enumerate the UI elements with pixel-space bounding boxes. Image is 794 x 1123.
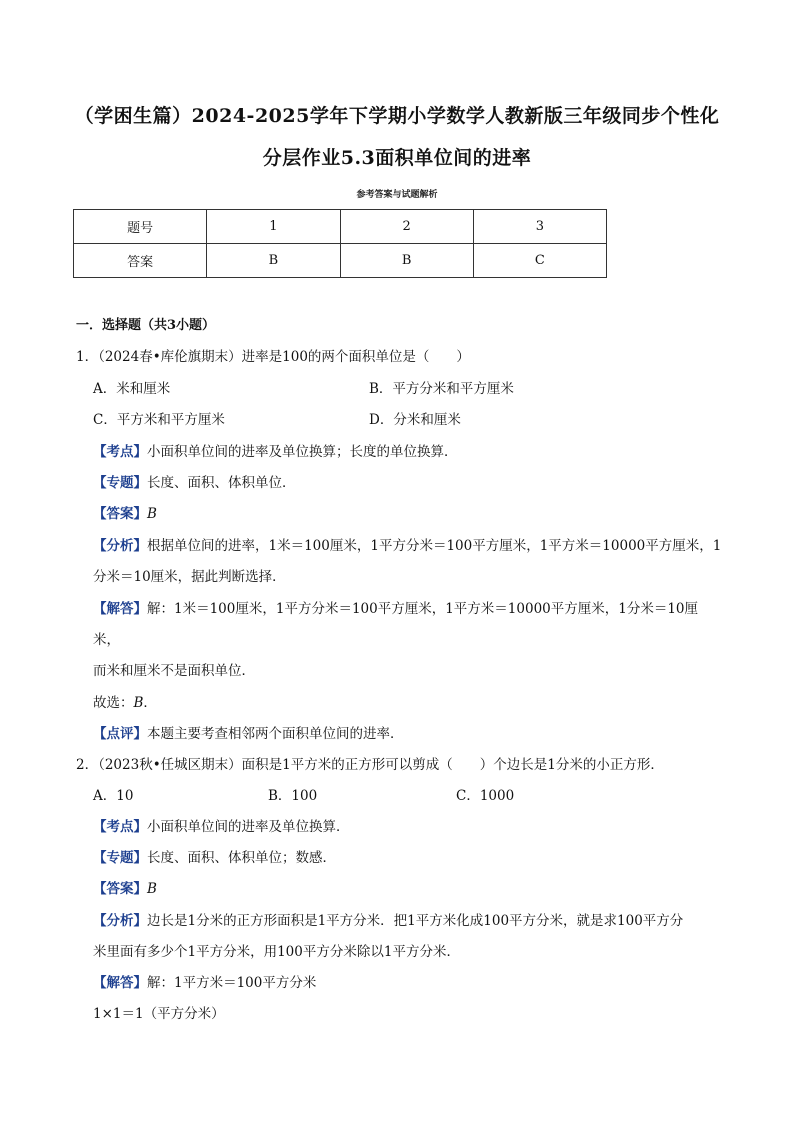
- q1-option-b: B．平方分米和平方厘米: [369, 381, 514, 397]
- q1-option-d: D．分米和厘米: [369, 412, 461, 428]
- conclusion-prefix: 故选：: [93, 695, 134, 711]
- dianping-text: 本题主要考查相邻两个面积单位间的进率．: [147, 726, 404, 742]
- dianping-tag: 【点评】: [93, 726, 147, 742]
- zhuanti-tag: 【专题】: [93, 850, 147, 866]
- answer-table-header-row: [74, 210, 607, 244]
- q1-daan: [93, 504, 157, 524]
- q1-option-c: C．平方米和平方厘米: [93, 412, 225, 428]
- q2-option-c: C．1000: [456, 788, 515, 804]
- q1-zhuanti: [93, 473, 296, 493]
- fenxi-tag: 【分析】: [93, 913, 147, 929]
- jieda-text: 解：1米＝100厘米，1平方分米＝100平方厘米，1平方米＝10000平方厘米，1分米＝10厘: [147, 601, 699, 617]
- fenxi-text: 边长是1分米的正方形面积是1平方分米．把1平方米化成100平方分米，就是求100平方分: [147, 913, 684, 929]
- zhuanti-tag: 【专题】: [93, 475, 147, 491]
- zhuanti-text: 长度、面积、体积单位．: [147, 475, 296, 491]
- q1-jieda: [93, 599, 698, 619]
- question-2-stem: 2．（2023秋•任城区期末）面积是1平方米的正方形可以剪成（ ）个边长是1分米的小正方形．: [76, 757, 664, 773]
- table-cell: 3: [473, 210, 606, 244]
- q1-fenxi: [93, 536, 721, 556]
- q1-kaodian: [93, 442, 458, 462]
- jieda-tag: 【解答】: [93, 975, 147, 991]
- q1-fenxi-cont: 分米＝10厘米，据此判断选择．: [93, 569, 286, 585]
- table-cell: 答案: [74, 244, 207, 278]
- kaodian-text: 小面积单位间的进率及单位换算．: [147, 819, 350, 835]
- q2-daan: [93, 879, 157, 899]
- section-heading: 一．选择题（共3小题）: [76, 318, 216, 333]
- q2-option-a: A．10: [93, 788, 134, 804]
- answer-table-answer-row: [74, 244, 607, 278]
- kaodian-tag: 【考点】: [93, 819, 147, 835]
- q1-jieda-cont: 而米和厘米不是面积单位．: [93, 663, 255, 679]
- kaodian-tag: 【考点】: [93, 444, 147, 460]
- answer-table: [73, 209, 607, 278]
- table-cell: B: [207, 244, 340, 278]
- document-title-line2: 分层作业5.3面积单位间的进率: [262, 147, 532, 169]
- daan-tag: 【答案】: [93, 881, 147, 897]
- fenxi-tag: 【分析】: [93, 538, 147, 554]
- daan-tag: 【答案】: [93, 506, 147, 522]
- q1-jieda-cont: 米，: [93, 632, 120, 648]
- jieda-tag: 【解答】: [93, 601, 147, 617]
- q2-zhuanti: [93, 848, 336, 868]
- table-cell: 2: [340, 210, 473, 244]
- q1-option-a: A．米和厘米: [93, 381, 171, 397]
- jieda-text: 解：1平方米＝100平方分米: [147, 975, 317, 991]
- q1-dianping: [93, 724, 404, 744]
- q2-fenxi: [93, 911, 683, 931]
- question-1-stem: 1．（2024春•库伦旗期末）进率是100的两个面积单位是（ ）: [76, 349, 470, 365]
- table-cell: 1: [207, 210, 340, 244]
- document-subtitle: 参考答案与试题解析: [356, 190, 438, 200]
- document-title-line1: （学困生篇）2024-2025学年下学期小学数学人教新版三年级同步个性化: [74, 105, 720, 127]
- q1-jieda-conclusion: [93, 693, 157, 713]
- table-cell: C: [473, 244, 606, 278]
- q2-kaodian: [93, 817, 350, 837]
- fenxi-text: 根据单位间的进率，1米＝100厘米，1平方分米＝100平方厘米，1平方米＝10000平方厘米，1: [147, 538, 722, 554]
- conclusion-answer: B: [133, 695, 144, 711]
- q2-fenxi-cont: 米里面有多少个1平方分米，用100平方分米除以1平方分米．: [93, 944, 460, 960]
- daan-text: B: [147, 881, 157, 897]
- daan-text: B: [147, 506, 157, 522]
- zhuanti-text: 长度、面积、体积单位；数感．: [147, 850, 336, 866]
- kaodian-text: 小面积单位间的进率及单位换算；长度的单位换算．: [147, 444, 458, 460]
- q2-jieda: [93, 973, 316, 993]
- table-cell: 题号: [74, 210, 207, 244]
- conclusion-suffix: ．: [143, 695, 157, 711]
- q2-jieda-cont: 1×1＝1（平方分米）: [93, 1006, 225, 1022]
- q2-option-b: B．100: [268, 788, 318, 804]
- table-cell: B: [340, 244, 473, 278]
